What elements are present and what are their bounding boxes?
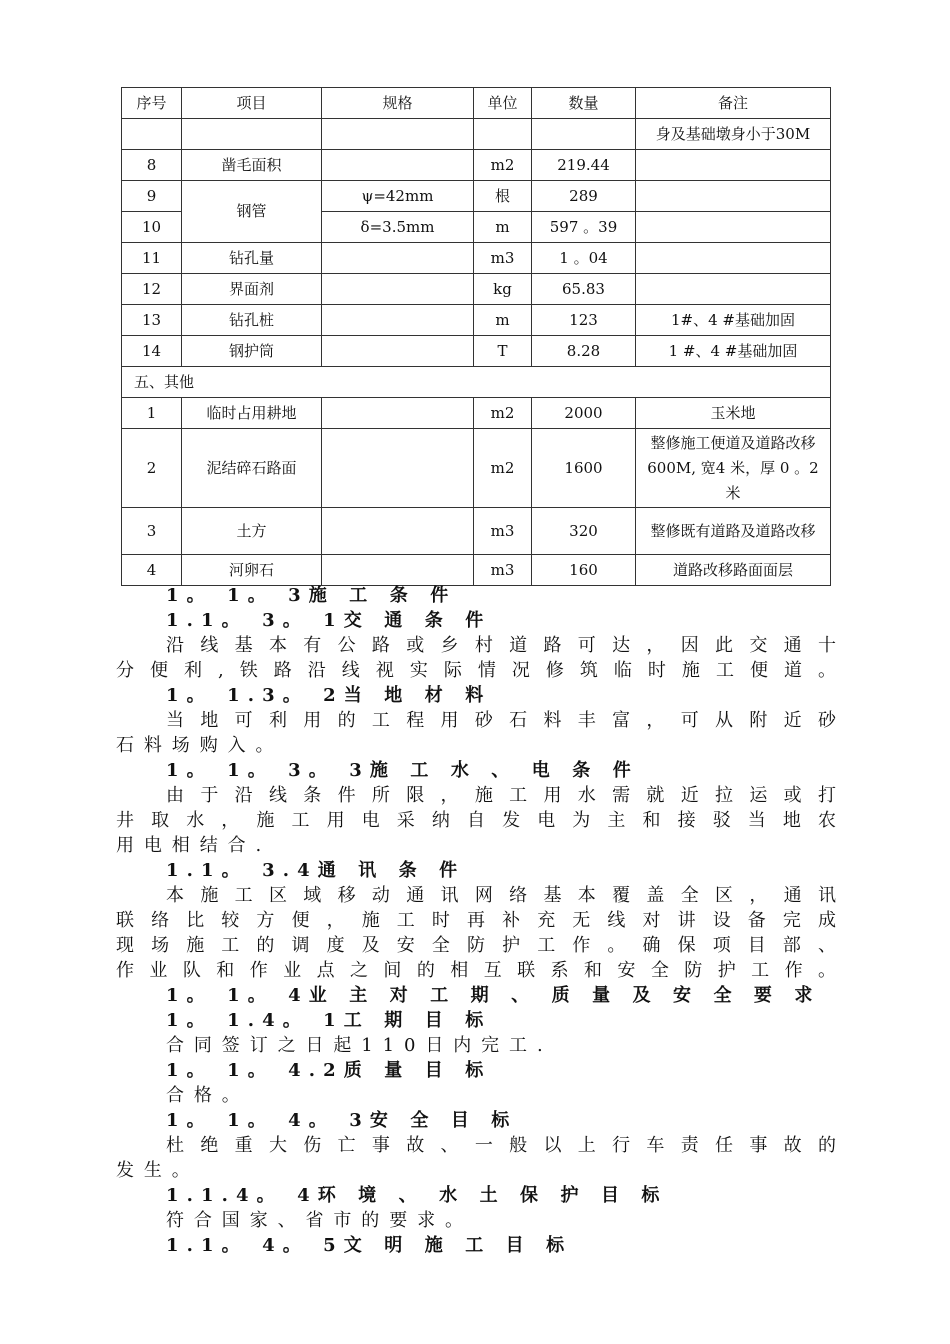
paragraph-line: 沿线基本有公路或乡村道路可达，因此交通十 (166, 635, 836, 656)
paragraph-line: 杜绝重大伤亡事故、一般以上行车责任事故的 (166, 1135, 836, 1156)
paragraph-line: 合同签订之日起110日内完工. (166, 1035, 553, 1056)
qty-cell: 2000 (532, 398, 636, 429)
table-row (122, 555, 831, 586)
remark-cell: 整修施工便道及道路改移600M, 宽4 米，厚 0 。2 米 (636, 429, 831, 508)
remark-cell (636, 181, 831, 212)
paragraph-line: 由于沿线条件所限，施工用水需就近拉运或打 (166, 785, 836, 806)
spec-cell (322, 274, 474, 305)
unit-cell: T (474, 336, 532, 367)
unit-cell: 根 (474, 181, 532, 212)
remark-cell (636, 274, 831, 305)
paragraph-line: 石料场购入。 (116, 735, 284, 756)
spec-cell (322, 429, 474, 508)
qty-cell: 320 (532, 508, 636, 555)
table-row (122, 243, 831, 274)
no-cell: 8 (122, 150, 182, 181)
subsection-heading: 1。 1。 4.2质 量 目 标 (166, 1060, 492, 1081)
subsection-heading: 1.1.4。 4环 境 、 水 土 保 护 目 标 (166, 1185, 668, 1206)
item-cell: 河卵石 (182, 555, 322, 586)
paragraph-line: 本施工区域移动通讯网络基本覆盖全区，通讯 (166, 885, 836, 906)
remark-cell: 玉米地 (636, 398, 831, 429)
item-cell: 钢管 (182, 181, 322, 243)
no-cell: 14 (122, 336, 182, 367)
table-row (122, 336, 831, 367)
no-cell: 13 (122, 305, 182, 336)
qty-cell: 1 。04 (532, 243, 636, 274)
spec-cell (322, 150, 474, 181)
no-cell: 3 (122, 508, 182, 555)
paragraph-line: 用电相结合. (116, 835, 272, 856)
header-item: 项目 (182, 88, 322, 119)
no-cell: 10 (122, 212, 182, 243)
spec-cell (322, 336, 474, 367)
unit-cell: m3 (474, 555, 532, 586)
header-remark: 备注 (636, 88, 831, 119)
remark-cell (636, 212, 831, 243)
remark-cell: 道路改移路面面层 (636, 555, 831, 586)
spec-cell (322, 555, 474, 586)
body-text (116, 583, 836, 1258)
table-row (122, 274, 831, 305)
unit-cell: m2 (474, 429, 532, 508)
header-unit: 单位 (474, 88, 532, 119)
item-cell: 凿毛面积 (182, 150, 322, 181)
item-cell: 土方 (182, 508, 322, 555)
materials-table (121, 87, 831, 586)
item-cell: 泥结碎石路面 (182, 429, 322, 508)
table-row (122, 305, 831, 336)
header-spec: 规格 (322, 88, 474, 119)
paragraph-line: 井取水，施工用电采纳自发电为主和接驳当地农 (116, 810, 836, 831)
paragraph-line: 作业队和作业点之间的相互联系和安全防护工作。 (116, 960, 836, 981)
unit-cell: m2 (474, 150, 532, 181)
subsection-heading: 1。 1。 4。 3安 全 目 标 (166, 1110, 518, 1131)
spec-cell (322, 305, 474, 336)
header-no: 序号 (122, 88, 182, 119)
item-cell: 钻孔桩 (182, 305, 322, 336)
unit-cell: m2 (474, 398, 532, 429)
subsection-heading: 1.1。 3.4通 讯 条 件 (166, 860, 466, 881)
section-heading: 1。 1。 4业 主 对 工 期 、 质 量 及 安 全 要 求 (166, 985, 821, 1006)
subsection-heading: 1.1。 4。 5文 明 施 工 目 标 (166, 1235, 573, 1256)
paragraph-line: 合格。 (166, 1085, 250, 1106)
table-row (122, 508, 831, 555)
no-cell: 4 (122, 555, 182, 586)
spec-cell (322, 508, 474, 555)
no-cell: 1 (122, 398, 182, 429)
item-cell: 钢护筒 (182, 336, 322, 367)
subsection-heading: 1。 1.4。 1工 期 目 标 (166, 1010, 492, 1031)
no-cell: 9 (122, 181, 182, 212)
remark-cell (636, 243, 831, 274)
spec-cell (322, 398, 474, 429)
section-title: 五、其他 (122, 367, 831, 398)
subsection-heading: 1。 1.3。 2当 地 材 料 (166, 685, 492, 706)
qty-cell: 65.83 (532, 274, 636, 305)
qty-cell: 8.28 (532, 336, 636, 367)
table-row (122, 181, 831, 212)
table-header-row (122, 88, 831, 119)
item-cell: 钻孔量 (182, 243, 322, 274)
no-cell: 12 (122, 274, 182, 305)
paragraph-line: 现场施工的调度及安全防护工作。确保项目部、 (116, 935, 836, 956)
table-row-continued (122, 119, 831, 150)
remark-cell: 身及基础墩身小于30M (636, 119, 831, 150)
unit-cell: m3 (474, 243, 532, 274)
unit-cell: m (474, 305, 532, 336)
spec-cell: δ=3.5mm (322, 212, 474, 243)
remark-cell (636, 150, 831, 181)
table-row (122, 429, 831, 508)
spec-cell (322, 243, 474, 274)
section-row (122, 367, 831, 398)
qty-cell: 123 (532, 305, 636, 336)
paragraph-line: 发生。 (116, 1160, 200, 1181)
item-cell: 临时占用耕地 (182, 398, 322, 429)
spec-cell: ψ=42mm (322, 181, 474, 212)
paragraph-line: 当地可利用的工程用砂石料丰富，可从附近砂 (166, 710, 836, 731)
qty-cell: 289 (532, 181, 636, 212)
subsection-heading: 1。 1。 3。 3施 工 水 、 电 条 件 (166, 760, 639, 781)
qty-cell: 597 。39 (532, 212, 636, 243)
paragraph-line: 符合国家、省市的要求。 (166, 1210, 473, 1231)
header-qty: 数量 (532, 88, 636, 119)
no-cell: 11 (122, 243, 182, 274)
unit-cell: kg (474, 274, 532, 305)
qty-cell: 1600 (532, 429, 636, 508)
table-row (122, 398, 831, 429)
no-cell: 2 (122, 429, 182, 508)
section-heading: 1。 1。 3施 工 条 件 (166, 585, 457, 606)
remark-cell: 1#、4 #基础加固 (636, 305, 831, 336)
paragraph-line: 分便利,铁路沿线视实际情况修筑临时施工便道。 (116, 660, 836, 681)
subsection-heading: 1.1。 3。 1交 通 条 件 (166, 610, 492, 631)
unit-cell: m (474, 212, 532, 243)
item-cell: 界面剂 (182, 274, 322, 305)
table-row (122, 150, 831, 181)
remark-cell: 整修既有道路及道路改移 (636, 508, 831, 555)
remark-cell: 1 #、4 #基础加固 (636, 336, 831, 367)
qty-cell: 160 (532, 555, 636, 586)
qty-cell: 219.44 (532, 150, 636, 181)
unit-cell: m3 (474, 508, 532, 555)
paragraph-line: 联络比较方便，施工时再补充无线对讲设备完成 (116, 910, 836, 931)
